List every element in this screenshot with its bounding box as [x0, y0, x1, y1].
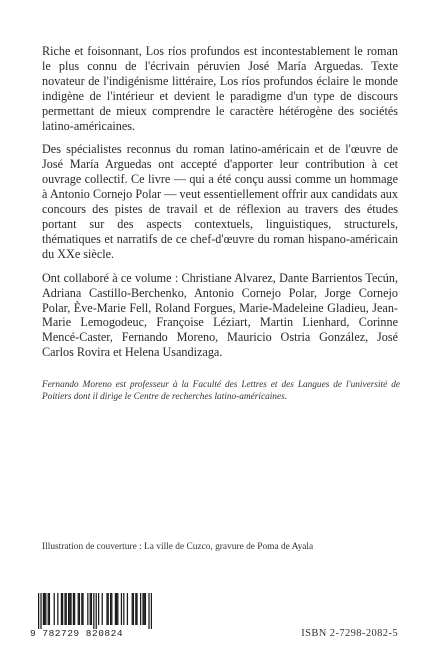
blurb-paragraph-1: Riche et foisonnant, Los ríos profundos est incontestablement le roman le plus connu de l'écrivain péruvien José María Arguedas. Texte novateur de l'indigénisme littéraire, Los ríos profundos éclaire le monde indigène de l'intérieur et devient le paradigme d'un type de discours permettant de mieux comprendre le caractère hétérogène des sociétés latino-américaines. [42, 44, 398, 133]
barcode-bar [96, 593, 97, 629]
barcode-bar [121, 593, 122, 625]
barcode-bar [38, 593, 39, 629]
barcode-bar [115, 593, 116, 625]
barcode-bar [110, 593, 111, 625]
isbn-number: ISBN 2-7298-2082-5 [301, 628, 398, 639]
barcode-image [38, 593, 152, 629]
barcode-bar [78, 593, 79, 625]
cover-illustration-caption: Illustration de couverture : La ville de Cuzco, gravure de Poma de Ayala [42, 542, 314, 552]
barcode-bar [140, 593, 141, 625]
barcode-bar [64, 593, 65, 625]
author-bio: Fernando Moreno est professeur à la Faculté des Lettres et des Langues de l'université de Poitiers dont il dirige le Centre de recherches latino-américaines. [42, 380, 400, 403]
barcode-bar [132, 593, 133, 625]
blurb-paragraph-3: Ont collaboré à ce volume : Christiane Alvarez, Dante Barrientos Tecún, Adriana Castillo-Berchenko, Antonio Cornejo Polar, Jorge Cornejo Polar, Ève-Marie Fell, Roland Forgues, Marie-Madeleine Gladieu, Jean-Marie Lemogodeuc, Françoise Léziart, Martin Lienhard, Corinne Mencé-Caster, Fernando Moreno, Mauricio Ostria González, José Carlos Rovira et Helena Usandizaga. [42, 270, 398, 360]
barcode-bar [127, 593, 128, 625]
barcode-bar [91, 593, 92, 625]
barcode-bar [111, 593, 112, 625]
barcode-bar [142, 593, 143, 625]
barcode-bar [106, 593, 107, 625]
barcode-bar [93, 593, 94, 629]
barcode-bar [74, 593, 75, 625]
barcode-bar [81, 593, 82, 625]
barcode-bar [69, 593, 70, 625]
barcode-bar [44, 593, 45, 625]
barcode-bar [148, 593, 149, 629]
barcode-bar [123, 593, 124, 625]
barcode-bar [87, 593, 88, 625]
barcode-bar [73, 593, 74, 625]
barcode-bar [40, 593, 41, 629]
barcode-bar [45, 593, 46, 625]
barcode-bar [133, 593, 134, 625]
barcode-bar [90, 593, 91, 625]
barcode-bar [49, 593, 50, 625]
barcode-bar [136, 593, 137, 625]
blurb-paragraph-2: Des spécialistes reconnus du roman latino-américain et de l'œuvre de José María Arguedas ont accepté d'apporter leur contribution à cet ouvrage collectif. Ce livre — qui a été conçu aussi comme un hommage à Antonio Cornejo Polar — veut essentiellement offrir aux candidats aux concours des pistes de travail et de réflexion au travers des études portant sur des aspects contextuels, linguistiques, structurels, thématiques et narratifs de ce chef-d'œuvre du roman hispano-américain du XXe siècle. [42, 142, 398, 261]
barcode-bar [68, 593, 69, 625]
barcode-bar [135, 593, 136, 625]
barcode-digits: 9 782729 820824 [30, 628, 124, 639]
barcode-bar [66, 593, 67, 625]
barcode-bar [145, 593, 146, 625]
blurb-text [42, 44, 398, 369]
barcode-bar [151, 593, 152, 629]
barcode-bar [117, 593, 118, 625]
barcode-bar [54, 593, 55, 625]
barcode-block [30, 593, 156, 641]
barcode-bar [82, 593, 83, 625]
barcode-bar [98, 593, 99, 625]
barcode-bar [144, 593, 145, 625]
barcode-bar [48, 593, 49, 625]
barcode-bar [116, 593, 117, 625]
barcode-bar [70, 593, 71, 625]
barcode-bar [61, 593, 62, 625]
barcode-bar [79, 593, 80, 625]
barcode-bar [102, 593, 103, 625]
barcode-bar [62, 593, 63, 625]
barcode-bar [108, 593, 109, 625]
barcode-bar [57, 593, 58, 625]
barcode-bar [43, 593, 44, 625]
